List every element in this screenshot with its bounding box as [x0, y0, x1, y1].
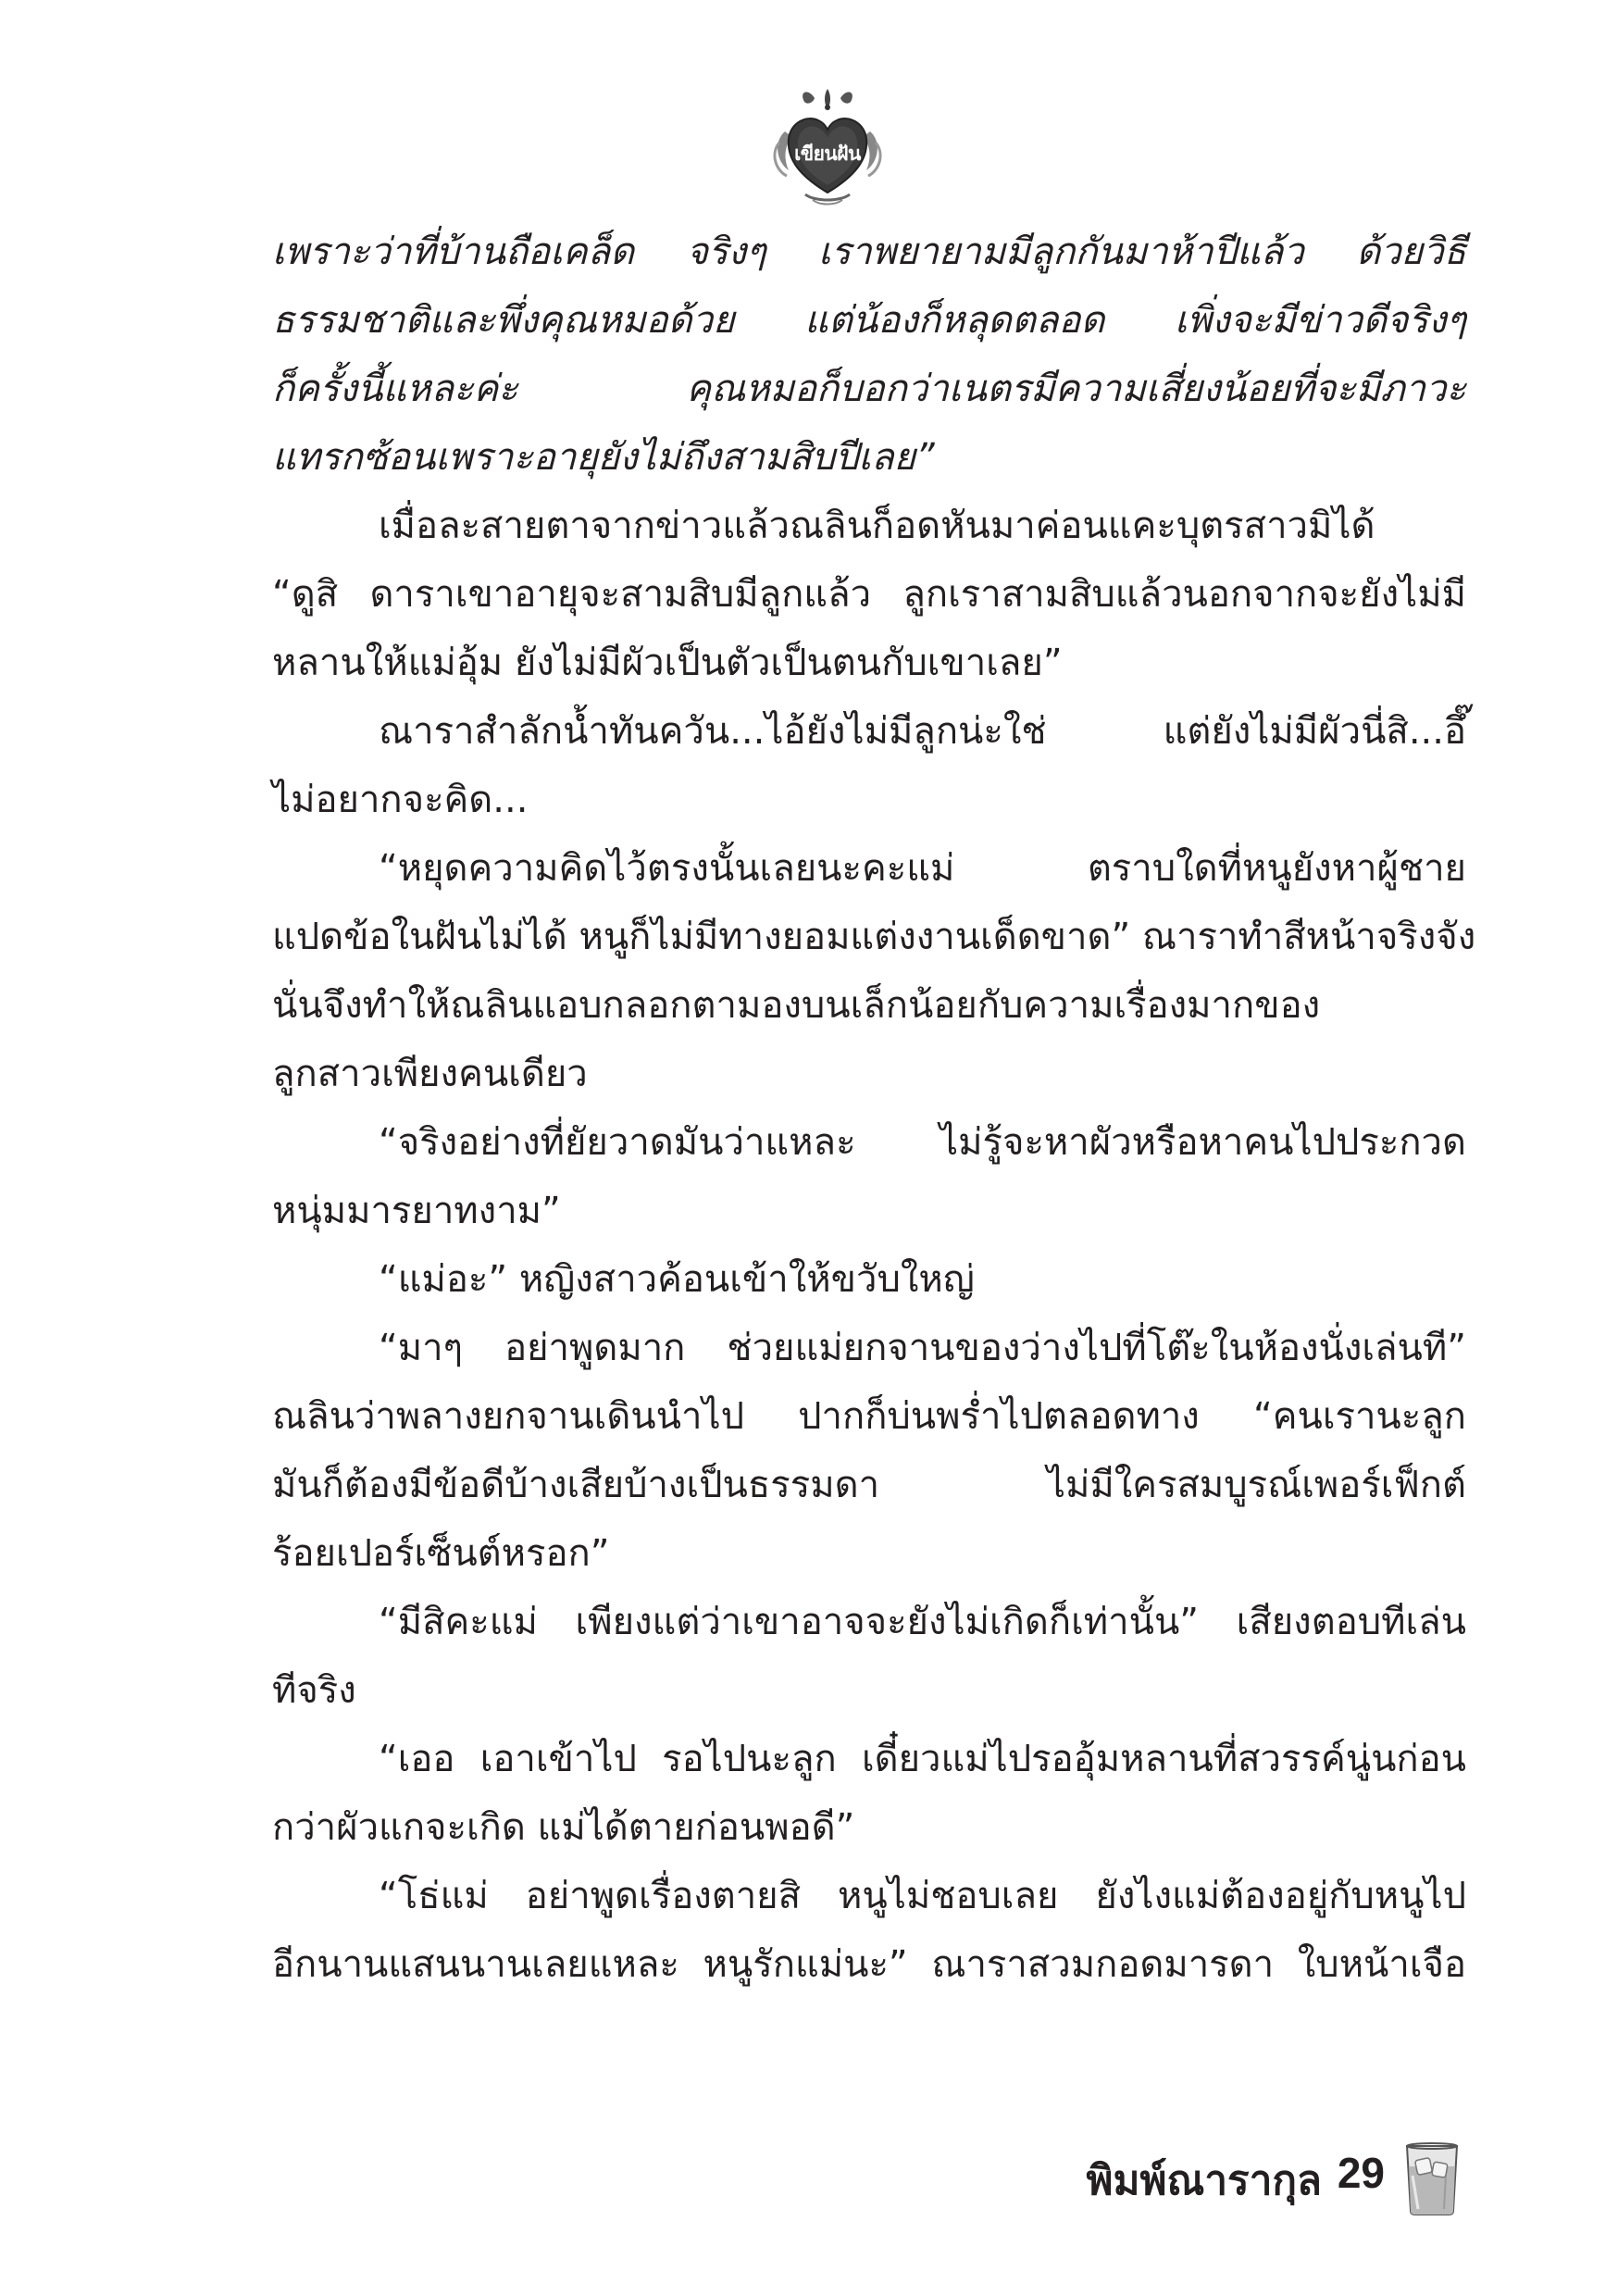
- text-line: ทีจริง: [272, 1669, 356, 1712]
- text-line: เพราะว่าที่บ้านถือเคล็ด จริงๆ เราพยายามมีลูกกันมาห้าปีแล้ว ด้วยวิธี: [272, 231, 1466, 273]
- text-line: ก็ครั้งนี้แหละค่ะ คุณหมอก็บอกว่าเนตรมีความเสี่ยงน้อยที่จะมีภาวะ: [272, 368, 1466, 410]
- text-line: ลูกสาวเพียงคนเดียว: [272, 1053, 588, 1095]
- text-line: “แม่อะ” หญิงสาวค้อนเข้าให้ขวับใหญ่: [379, 1258, 975, 1301]
- text-line: “จริงอย่างที่ยัยวาดมันว่าแหละ ไม่รู้จะหาผัวหรือหาคนไปประกวด: [379, 1121, 1466, 1164]
- text-line: หนุ่มมารยาทงาม”: [272, 1190, 561, 1232]
- whiskey-glass-icon: [1401, 2139, 1462, 2216]
- text-line: ไม่อยากจะคิด...: [272, 779, 529, 821]
- text-line: เมื่อละสายตาจากข่าวแล้วณลินก็อดหันมาค่อนแคะบุตรสาวมิได้: [379, 505, 1375, 547]
- text-line: หลานให้แม่อุ้ม ยังไม่มีผัวเป็นตัวเป็นตนกับเขาเลย”: [272, 642, 1063, 684]
- story-text: [272, 218, 1476, 1999]
- text-line: ธรรมชาติและพึ่งคุณหมอด้วย แต่น้องก็หลุดตลอด เพิ่งจะมีข่าวดีจริงๆ: [272, 299, 1466, 342]
- text-line: “เออ เอาเข้าไป รอไปนะลูก เดี๋ยวแม่ไปรออุ้มหลานที่สวรรค์นู่นก่อน: [379, 1738, 1466, 1780]
- text-line: แทรกซ้อนเพราะอายุยังไม่ถึงสามสิบปีเลย”: [272, 436, 935, 479]
- page-footer: [926, 2139, 1462, 2222]
- text-line: แปดข้อในฝันไม่ได้ หนูก็ไม่มีทางยอมแต่งงานเด็ดขาด” ณาราทำสีหน้าจริงจัง: [272, 916, 1476, 958]
- text-line: ณาราสำลักน้ำทันควัน...ไอ้ยังไม่มีลูกน่ะใช่ แต่ยังไม่มีผัวนี่สิ...อึ๊: [379, 710, 1466, 753]
- text-line: “มีสิคะแม่ เพียงแต่ว่าเขาอาจจะยังไม่เกิดก็เท่านั้น” เสียงตอบทีเล่น: [379, 1601, 1466, 1643]
- text-line: นั่นจึงทำให้ณลินแอบกลอกตามองบนเล็กน้อยกับความเรื่องมากของ: [272, 984, 1321, 1027]
- page-number: 29: [1337, 2149, 1385, 2197]
- text-line: มันก็ต้องมีข้อดีบ้างเสียบ้างเป็นธรรมดา ไม่มีใครสมบูรณ์เพอร์เฟ็กต์: [272, 1464, 1466, 1506]
- logo-text: เขียนฝัน: [794, 143, 861, 165]
- text-line: “โธ่แม่ อย่าพูดเรื่องตายสิ หนูไม่ชอบเลย ยังไงแม่ต้องอยู่กับหนูไป: [379, 1875, 1466, 1917]
- text-line: “หยุดความคิดไว้ตรงนั้นเลยนะคะแม่ ตราบใดที่หนูยังหาผู้ชาย: [379, 847, 1466, 890]
- book-title: พิมพ์ณารากุล: [1086, 2157, 1322, 2204]
- publisher-logo: [772, 85, 883, 206]
- text-line: กว่าผัวแกจะเกิด แม่ได้ตายก่อนพอดี”: [272, 1806, 855, 1849]
- text-line: “ดูสิ ดาราเขาอายุจะสามสิบมีลูกแล้ว ลูกเราสามสิบแล้วนอกจากจะยังไม่มี: [272, 573, 1466, 616]
- text-line: “มาๆ อย่าพูดมาก ช่วยแม่ยกจานของว่างไปที่โต๊ะในห้องนั่งเล่นที”: [379, 1327, 1466, 1369]
- text-line: อีกนานแสนนานเลยแหละ หนูรักแม่นะ” ณาราสวมกอดมารดา ใบหน้าเจือ: [272, 1943, 1466, 1986]
- text-line: ร้อยเปอร์เซ็นต์หรอก”: [272, 1532, 610, 1575]
- text-line: ณลินว่าพลางยกจานเดินนำไป ปากก็บ่นพร่ำไปตลอดทาง “คนเรานะลูก: [272, 1395, 1466, 1438]
